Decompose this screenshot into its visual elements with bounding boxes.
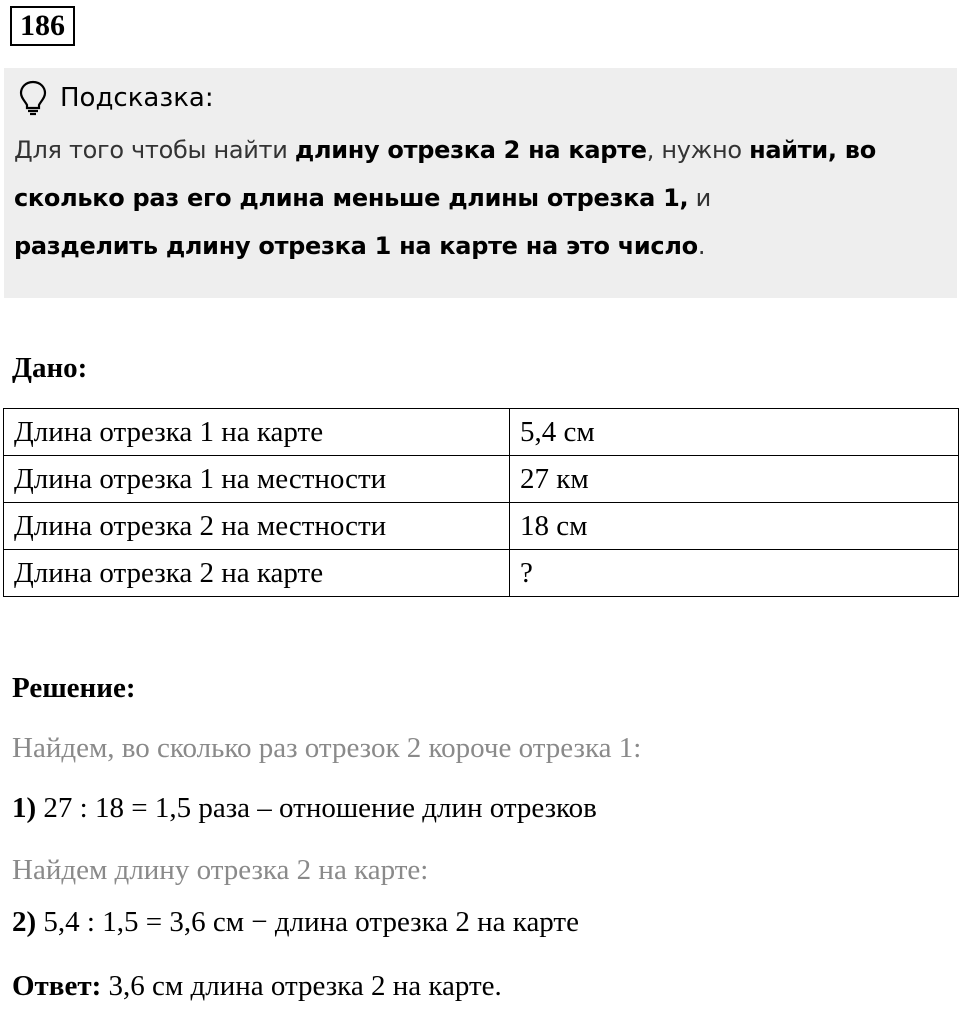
table-row	[4, 409, 959, 456]
answer-line: Ответ: 3,6 см длина отрезка 2 на карте.	[12, 970, 502, 1002]
table-row	[4, 503, 959, 550]
given-label: Длина отрезка 2 на местности	[4, 503, 510, 550]
task-number: 186	[10, 6, 75, 46]
step1-line: 1) 27 : 18 = 1,5 раза – отношение длин отрезков	[12, 792, 597, 824]
hint-header	[18, 80, 214, 116]
given-label: Длина отрезка 1 на местности	[4, 456, 510, 503]
hint-box	[4, 68, 957, 298]
step2-line: 2) 5,4 : 1,5 = 3,6 см − длина отрезка 2 на карте	[12, 906, 579, 938]
given-label: Длина отрезка 1 на карте	[4, 409, 510, 456]
hint-title: Подсказка:	[60, 83, 214, 113]
table-row	[4, 550, 959, 597]
step2-intro: Найдем длину отрезка 2 на карте:	[12, 854, 429, 886]
solution-title: Решение:	[12, 672, 136, 704]
lightbulb-icon	[18, 80, 48, 116]
given-value: 18 см	[510, 503, 959, 550]
given-label: Длина отрезка 2 на карте	[4, 550, 510, 597]
given-value: 5,4 см	[510, 409, 959, 456]
hint-text: Для того чтобы найти длину отрезка 2 на карте, нужно найти, во сколько раз его длина меньше длины отрезка 1, и разделить длину отрезка 1 на карте на это число.	[14, 136, 876, 260]
step1-intro: Найдем, во сколько раз отрезок 2 короче отрезка 1:	[12, 732, 642, 764]
table-row	[4, 456, 959, 503]
given-table	[3, 408, 959, 597]
given-value: ?	[510, 550, 959, 597]
given-title: Дано:	[12, 352, 88, 384]
given-value: 27 км	[510, 456, 959, 503]
